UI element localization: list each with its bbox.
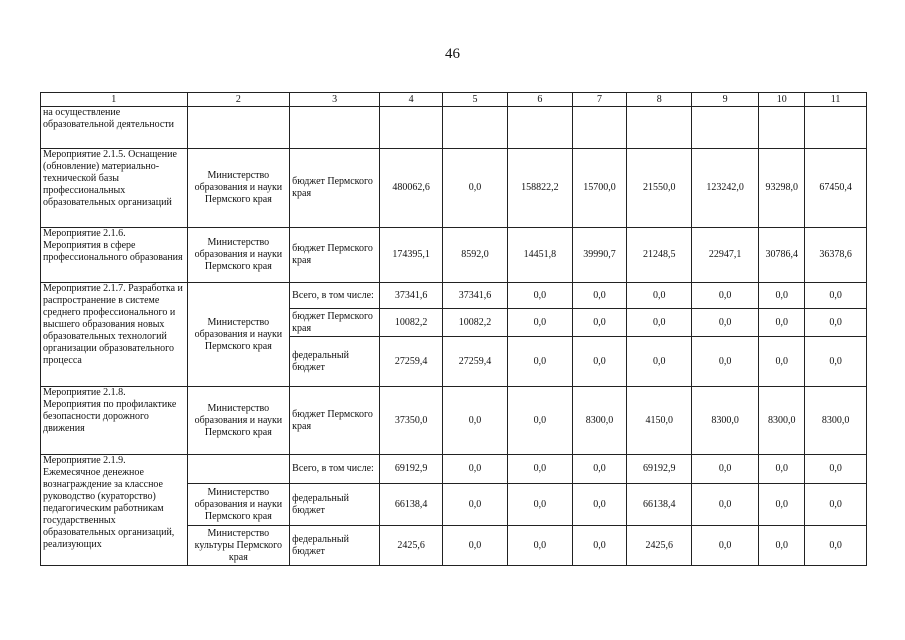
value-cell: 0,0 <box>692 283 759 309</box>
value-cell: 0,0 <box>805 309 867 337</box>
column-header: 3 <box>290 93 380 107</box>
value-cell: 0,0 <box>507 455 572 484</box>
value-cell: 93298,0 <box>759 149 805 228</box>
value-cell: 0,0 <box>443 387 508 455</box>
value-cell: 0,0 <box>572 455 626 484</box>
funding-source: Всего, в том числе: <box>290 455 380 484</box>
value-cell: 39990,7 <box>572 228 626 283</box>
value-cell: 2425,6 <box>627 526 692 566</box>
value-cell: 27259,4 <box>380 337 443 387</box>
value-cell: 10082,2 <box>443 309 508 337</box>
value-cell: 4150,0 <box>627 387 692 455</box>
funding-source: федеральный бюджет <box>290 526 380 566</box>
value-cell: 0,0 <box>805 337 867 387</box>
value-cell: 0,0 <box>443 484 508 526</box>
value-cell: 69192,9 <box>627 455 692 484</box>
table-row <box>41 387 867 455</box>
funding-source: бюджет Пермского края <box>290 387 380 455</box>
value-cell: 0,0 <box>443 149 508 228</box>
value-cell: 0,0 <box>507 526 572 566</box>
funding-source: бюджет Пермского края <box>290 309 380 337</box>
value-cell: 0,0 <box>759 337 805 387</box>
funding-source: бюджет Пермского края <box>290 228 380 283</box>
executor-cell <box>187 107 290 149</box>
value-cell: 0,0 <box>627 283 692 309</box>
value-cell: 8300,0 <box>572 387 626 455</box>
value-cell: 0,0 <box>627 337 692 387</box>
column-header: 10 <box>759 93 805 107</box>
table-row <box>41 283 867 309</box>
value-cell: 10082,2 <box>380 309 443 337</box>
value-cell <box>759 107 805 149</box>
column-header: 7 <box>572 93 626 107</box>
value-cell: 123242,0 <box>692 149 759 228</box>
measure-name: Мероприятие 2.1.7. Разработка и распространение в системе среднего профессионального и высшего образования новых образовательных технологий организации образовательного процесса <box>41 283 188 387</box>
value-cell: 8592,0 <box>443 228 508 283</box>
value-cell: 0,0 <box>692 337 759 387</box>
value-cell: 0,0 <box>627 309 692 337</box>
value-cell: 37350,0 <box>380 387 443 455</box>
column-header: 4 <box>380 93 443 107</box>
value-cell <box>572 107 626 149</box>
value-cell: 0,0 <box>805 455 867 484</box>
value-cell: 0,0 <box>572 337 626 387</box>
value-cell: 0,0 <box>759 455 805 484</box>
value-cell <box>627 107 692 149</box>
value-cell <box>443 107 508 149</box>
funding-source: Всего, в том числе: <box>290 283 380 309</box>
value-cell: 30786,4 <box>759 228 805 283</box>
value-cell: 0,0 <box>805 526 867 566</box>
measure-name: Мероприятие 2.1.9. Ежемесячное денежное вознаграждение за классное руководство (кураторство) педагогическим работникам государственных образовательных организаций, реализующих <box>41 455 188 566</box>
table-header-row <box>41 93 867 107</box>
table-row <box>41 107 867 149</box>
column-header: 9 <box>692 93 759 107</box>
executor-cell: Министерство образования и науки Пермского края <box>187 283 290 387</box>
table-row <box>41 455 867 484</box>
funding-source <box>290 107 380 149</box>
executor-cell: Министерство образования и науки Пермского края <box>187 149 290 228</box>
funding-source: бюджет Пермского края <box>290 149 380 228</box>
value-cell: 67450,4 <box>805 149 867 228</box>
value-cell: 0,0 <box>572 309 626 337</box>
value-cell: 0,0 <box>759 484 805 526</box>
column-header: 6 <box>507 93 572 107</box>
budget-table <box>40 92 867 566</box>
value-cell: 8300,0 <box>759 387 805 455</box>
value-cell: 0,0 <box>572 283 626 309</box>
value-cell: 0,0 <box>805 283 867 309</box>
value-cell <box>380 107 443 149</box>
column-header: 1 <box>41 93 188 107</box>
value-cell: 66138,4 <box>627 484 692 526</box>
executor-cell <box>187 455 290 484</box>
value-cell: 36378,6 <box>805 228 867 283</box>
column-header: 11 <box>805 93 867 107</box>
executor-cell: Министерство образования и науки Пермского края <box>187 484 290 526</box>
value-cell: 0,0 <box>692 309 759 337</box>
table-row <box>41 228 867 283</box>
value-cell: 0,0 <box>507 337 572 387</box>
value-cell: 0,0 <box>443 455 508 484</box>
value-cell: 14451,8 <box>507 228 572 283</box>
value-cell: 0,0 <box>572 526 626 566</box>
value-cell: 22947,1 <box>692 228 759 283</box>
value-cell: 0,0 <box>692 455 759 484</box>
executor-cell: Министерство образования и науки Пермского края <box>187 387 290 455</box>
measure-name: на осуществление образовательной деятельности <box>41 107 188 149</box>
value-cell: 0,0 <box>507 484 572 526</box>
table-row <box>41 149 867 228</box>
value-cell: 21248,5 <box>627 228 692 283</box>
value-cell: 0,0 <box>443 526 508 566</box>
value-cell: 8300,0 <box>692 387 759 455</box>
value-cell: 27259,4 <box>443 337 508 387</box>
value-cell: 66138,4 <box>380 484 443 526</box>
value-cell <box>805 107 867 149</box>
value-cell: 8300,0 <box>805 387 867 455</box>
value-cell: 0,0 <box>572 484 626 526</box>
value-cell: 0,0 <box>507 283 572 309</box>
value-cell: 15700,0 <box>572 149 626 228</box>
value-cell: 158822,2 <box>507 149 572 228</box>
value-cell: 69192,9 <box>380 455 443 484</box>
value-cell <box>692 107 759 149</box>
value-cell: 0,0 <box>805 484 867 526</box>
column-header: 2 <box>187 93 290 107</box>
column-header: 5 <box>443 93 508 107</box>
executor-cell: Министерство образования и науки Пермского края <box>187 228 290 283</box>
value-cell: 37341,6 <box>443 283 508 309</box>
executor-cell: Министерство культуры Пермского края <box>187 526 290 566</box>
measure-name: Мероприятие 2.1.6. Мероприятия в сфере профессионального образования <box>41 228 188 283</box>
value-cell: 0,0 <box>759 309 805 337</box>
value-cell: 174395,1 <box>380 228 443 283</box>
value-cell: 0,0 <box>759 283 805 309</box>
value-cell: 0,0 <box>507 309 572 337</box>
funding-source: федеральный бюджет <box>290 337 380 387</box>
value-cell: 480062,6 <box>380 149 443 228</box>
value-cell <box>507 107 572 149</box>
measure-name: Мероприятие 2.1.5. Оснащение (обновление) материально-технической базы профессиональных образовательных организаций <box>41 149 188 228</box>
value-cell: 0,0 <box>692 526 759 566</box>
value-cell: 21550,0 <box>627 149 692 228</box>
value-cell: 0,0 <box>759 526 805 566</box>
value-cell: 0,0 <box>692 484 759 526</box>
measure-name: Мероприятие 2.1.8. Мероприятия по профилактике безопасности дорожного движения <box>41 387 188 455</box>
value-cell: 2425,6 <box>380 526 443 566</box>
value-cell: 37341,6 <box>380 283 443 309</box>
page-number: 46 <box>445 46 460 62</box>
column-header: 8 <box>627 93 692 107</box>
funding-source: федеральный бюджет <box>290 484 380 526</box>
value-cell: 0,0 <box>507 387 572 455</box>
